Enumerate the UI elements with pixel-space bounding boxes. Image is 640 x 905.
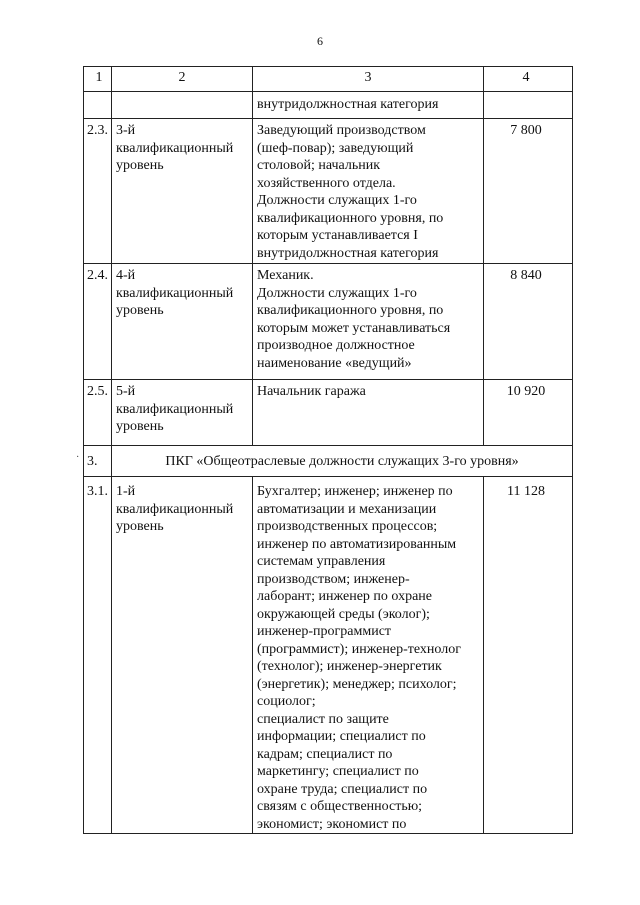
table-cell bbox=[253, 92, 484, 119]
qualification-level: 4-й квалификационный уровень bbox=[116, 268, 234, 318]
table-cell bbox=[84, 119, 112, 264]
table-header-row bbox=[84, 67, 573, 92]
qualification-level: 3-й квалификационный уровень bbox=[116, 123, 234, 173]
salary-value: 10 920 bbox=[506, 384, 546, 399]
table-cell bbox=[484, 264, 573, 380]
table-row bbox=[84, 380, 573, 446]
table-cell bbox=[84, 446, 112, 477]
section-title: ПКГ «Общеотраслевые должности служащих 3-го уровня» bbox=[165, 454, 519, 469]
salary-value: 7 800 bbox=[510, 123, 542, 138]
salary-value: 11 128 bbox=[507, 484, 545, 499]
header-col-2: 2 bbox=[178, 70, 186, 85]
table-cell bbox=[112, 477, 253, 834]
table-cell bbox=[253, 380, 484, 446]
salary-value: 8 840 bbox=[510, 268, 542, 283]
table-row bbox=[84, 92, 573, 119]
positions-text: Механик. Должности служащих 1-го квалификационного уровня, по которым может устанавливаться производное должностное наименование «ведущий» bbox=[257, 268, 451, 371]
table-cell bbox=[84, 264, 112, 380]
positions-text: Бухгалтер; инженер; инженер по автоматизации и механизации производственных процессов; инженер по автоматизированным системам управления производством; инженер- лаборант; инженер по охране окружающей среды (эколог); инженер-программист (программист); инженер-технолог (технолог); инженер-энергетик (энергетик); менеджер; психолог; социолог; специалист по защите информации; специалист по кадрам; специалист по маркетингу; специалист по охране труда; специалист по связям с общественностью; экономист; экономист по bbox=[257, 484, 461, 832]
page-number: 6 bbox=[317, 34, 323, 48]
header-cell bbox=[84, 67, 112, 92]
table-cell bbox=[84, 92, 112, 119]
row-number: 2.3. bbox=[87, 123, 108, 138]
table-cell bbox=[484, 477, 573, 834]
salary-table bbox=[83, 66, 573, 834]
table-cell bbox=[112, 380, 253, 446]
table-cell bbox=[84, 477, 112, 834]
table-cell bbox=[484, 92, 573, 119]
positions-text: Начальник гаража bbox=[257, 384, 366, 399]
table-cell bbox=[484, 119, 573, 264]
header-col-4: 4 bbox=[522, 70, 530, 85]
table-cell bbox=[112, 119, 253, 264]
header-col-3: 3 bbox=[364, 70, 372, 85]
table-cell bbox=[484, 380, 573, 446]
table-cell bbox=[253, 477, 484, 834]
section-header-row bbox=[84, 446, 573, 477]
positions-text: Заведующий производством (шеф-повар); заведующий столовой; начальник хозяйственного отдела. Должности служащих 1-го квалификационного уровня, по которым устанавливается I внутридолжностная категория bbox=[257, 123, 444, 261]
positions-text: внутридолжностная категория bbox=[257, 97, 439, 112]
header-col-1: 1 bbox=[95, 70, 103, 85]
row-number: 2.4. bbox=[87, 268, 108, 283]
table-cell bbox=[112, 92, 253, 119]
table-row bbox=[84, 477, 573, 834]
qualification-level: 5-й квалификационный уровень bbox=[116, 384, 234, 434]
scan-mark: · bbox=[76, 452, 80, 463]
header-cell bbox=[112, 67, 253, 92]
table-cell bbox=[253, 119, 484, 264]
table-cell bbox=[253, 264, 484, 380]
section-number: 3. bbox=[87, 454, 98, 469]
table-row bbox=[84, 119, 573, 264]
qualification-level: 1-й квалификационный уровень bbox=[116, 484, 234, 534]
header-cell bbox=[253, 67, 484, 92]
table-cell bbox=[84, 380, 112, 446]
section-title-cell bbox=[112, 446, 573, 477]
row-number: 3.1. bbox=[87, 484, 108, 499]
header-cell bbox=[484, 67, 573, 92]
table-cell bbox=[112, 264, 253, 380]
row-number: 2.5. bbox=[87, 384, 108, 399]
table-row bbox=[84, 264, 573, 380]
